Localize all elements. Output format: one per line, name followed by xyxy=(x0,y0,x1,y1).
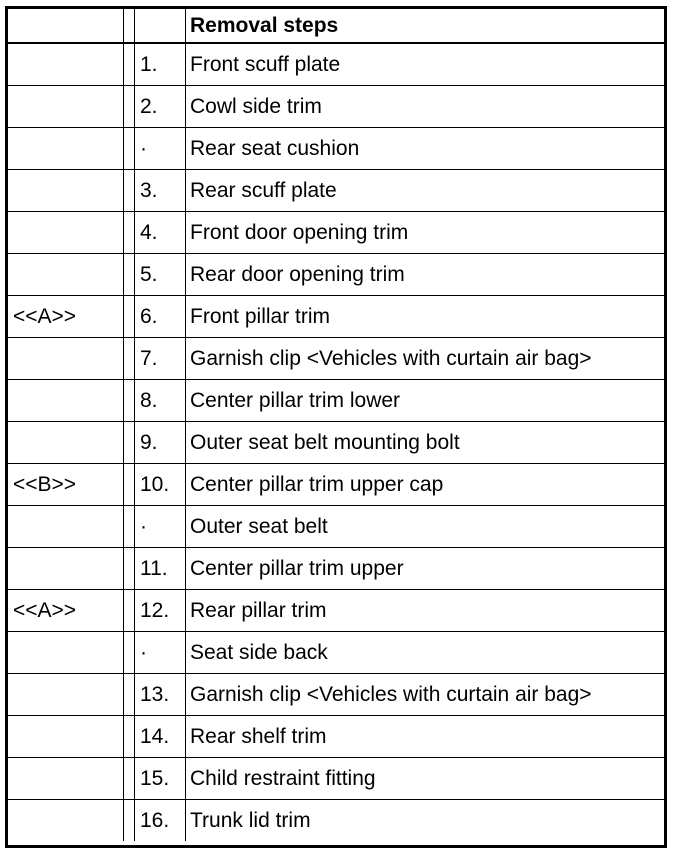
step-number-cell: 9. xyxy=(135,422,186,464)
gap-cell xyxy=(124,338,135,380)
table-row xyxy=(8,506,664,548)
step-number-cell: · xyxy=(135,506,186,548)
step-number-cell: 16. xyxy=(135,800,186,842)
reference-cell xyxy=(8,170,124,212)
gap-cell xyxy=(124,464,135,506)
reference-cell xyxy=(8,548,124,590)
gap-cell xyxy=(124,548,135,590)
table-header-row xyxy=(8,9,664,43)
step-description-cell: Center pillar trim upper cap xyxy=(186,464,665,506)
table-row xyxy=(8,758,664,800)
table-row xyxy=(8,590,664,632)
step-number-cell: 4. xyxy=(135,212,186,254)
header-ref-cell xyxy=(8,9,124,43)
step-description-cell: Front pillar trim xyxy=(186,296,665,338)
step-description-cell: Outer seat belt mounting bolt xyxy=(186,422,665,464)
step-description-cell: Front scuff plate xyxy=(186,43,665,86)
step-description-cell: Front door opening trim xyxy=(186,212,665,254)
step-description-cell: Garnish clip <Vehicles with curtain air bag> xyxy=(186,674,665,716)
gap-cell xyxy=(124,800,135,842)
header-gap-cell xyxy=(124,9,135,43)
gap-cell xyxy=(124,296,135,338)
table-row xyxy=(8,800,664,842)
table-row xyxy=(8,43,664,86)
step-number-cell: 13. xyxy=(135,674,186,716)
reference-cell xyxy=(8,800,124,842)
step-description-cell: Rear pillar trim xyxy=(186,590,665,632)
reference-cell: <<A>> xyxy=(8,296,124,338)
step-number-cell: 7. xyxy=(135,338,186,380)
gap-cell xyxy=(124,128,135,170)
table-row xyxy=(8,296,664,338)
table-row xyxy=(8,338,664,380)
table-row xyxy=(8,128,664,170)
step-description-cell: Center pillar trim upper xyxy=(186,548,665,590)
table-row xyxy=(8,674,664,716)
reference-cell xyxy=(8,674,124,716)
step-number-cell: · xyxy=(135,128,186,170)
removal-steps-table xyxy=(8,9,664,841)
gap-cell xyxy=(124,632,135,674)
table-row xyxy=(8,212,664,254)
reference-cell xyxy=(8,338,124,380)
gap-cell xyxy=(124,254,135,296)
reference-cell xyxy=(8,128,124,170)
table-row xyxy=(8,548,664,590)
removal-steps-table-frame xyxy=(5,6,667,848)
step-description-cell: Center pillar trim lower xyxy=(186,380,665,422)
header-num-cell xyxy=(135,9,186,43)
step-number-cell: 2. xyxy=(135,86,186,128)
step-number-cell: 10. xyxy=(135,464,186,506)
reference-cell: <<B>> xyxy=(8,464,124,506)
gap-cell xyxy=(124,170,135,212)
step-number-cell: 6. xyxy=(135,296,186,338)
gap-cell xyxy=(124,380,135,422)
reference-cell xyxy=(8,212,124,254)
step-number-cell: 12. xyxy=(135,590,186,632)
step-description-cell: Child restraint fitting xyxy=(186,758,665,800)
step-description-cell: Rear door opening trim xyxy=(186,254,665,296)
table-row xyxy=(8,632,664,674)
step-number-cell: 14. xyxy=(135,716,186,758)
reference-cell xyxy=(8,86,124,128)
step-number-cell: 11. xyxy=(135,548,186,590)
reference-cell: <<A>> xyxy=(8,590,124,632)
step-description-cell: Rear scuff plate xyxy=(186,170,665,212)
step-description-cell: Rear seat cushion xyxy=(186,128,665,170)
table-row xyxy=(8,254,664,296)
step-number-cell: 1. xyxy=(135,43,186,86)
gap-cell xyxy=(124,590,135,632)
gap-cell xyxy=(124,422,135,464)
gap-cell xyxy=(124,86,135,128)
gap-cell xyxy=(124,506,135,548)
gap-cell xyxy=(124,758,135,800)
step-number-cell: 15. xyxy=(135,758,186,800)
gap-cell xyxy=(124,212,135,254)
reference-cell xyxy=(8,380,124,422)
gap-cell xyxy=(124,674,135,716)
gap-cell xyxy=(124,716,135,758)
reference-cell xyxy=(8,254,124,296)
reference-cell xyxy=(8,632,124,674)
table-row xyxy=(8,422,664,464)
step-number-cell: 5. xyxy=(135,254,186,296)
table-row xyxy=(8,170,664,212)
reference-cell xyxy=(8,758,124,800)
step-number-cell: · xyxy=(135,632,186,674)
table-row xyxy=(8,380,664,422)
step-description-cell: Garnish clip <Vehicles with curtain air bag> xyxy=(186,338,665,380)
step-description-cell: Outer seat belt xyxy=(186,506,665,548)
reference-cell xyxy=(8,506,124,548)
table-row xyxy=(8,86,664,128)
header-title: Removal steps xyxy=(186,9,665,43)
reference-cell xyxy=(8,422,124,464)
gap-cell xyxy=(124,43,135,86)
reference-cell xyxy=(8,43,124,86)
step-number-cell: 8. xyxy=(135,380,186,422)
step-description-cell: Cowl side trim xyxy=(186,86,665,128)
step-description-cell: Trunk lid trim xyxy=(190,809,311,832)
table-row xyxy=(8,716,664,758)
step-description-cell: Seat side back xyxy=(186,632,665,674)
step-number-cell: 3. xyxy=(135,170,186,212)
reference-cell xyxy=(8,716,124,758)
step-description-cell: Rear shelf trim xyxy=(186,716,665,758)
table-row xyxy=(8,464,664,506)
